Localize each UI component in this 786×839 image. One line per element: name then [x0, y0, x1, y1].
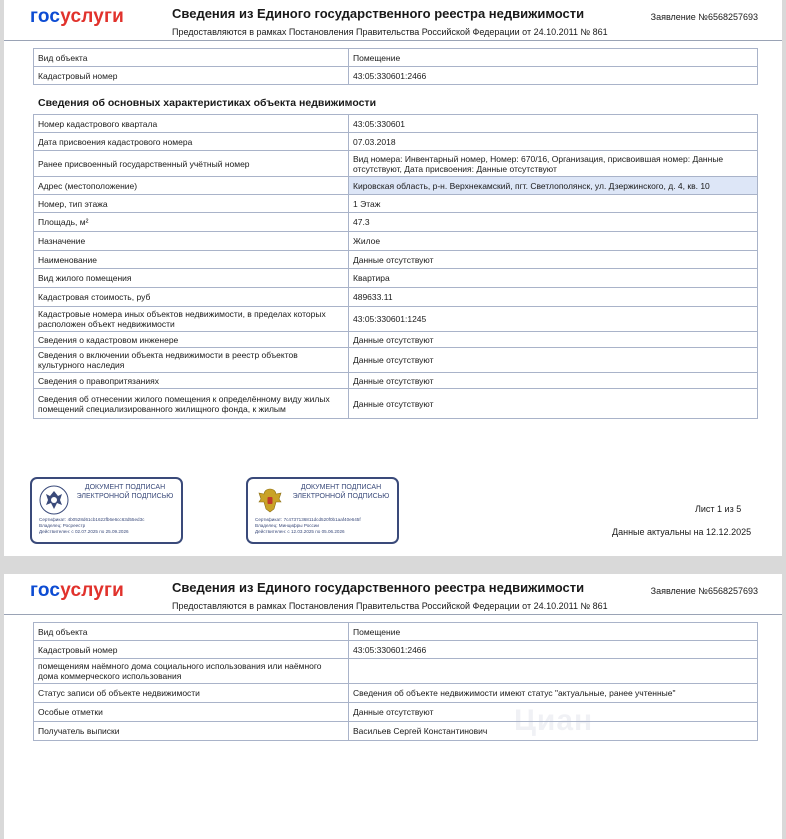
object-table	[33, 622, 758, 741]
table-row: Дата присвоения кадастрового номера 07.03.2018	[34, 133, 758, 151]
signature-stamp-rosreestr	[30, 477, 183, 544]
document-title: Сведения из Единого государственного реестра недвижимости	[172, 6, 585, 21]
table-row: Вид объекта Помещение	[34, 623, 758, 641]
watermark: Циан	[514, 704, 594, 737]
table-row: Сведения о включении объекта недвижимости в реестр объектов культурного наследия Данные отсутствуют	[34, 348, 758, 373]
stamp-title: ДОКУМЕНТ ПОДПИСАН ЭЛЕКТРОННОЙ ПОДПИСЬЮ	[292, 484, 390, 500]
header-divider	[4, 614, 782, 615]
table-row: Кадастровый номер 43:05:330601:2466	[34, 67, 758, 85]
table-row: Номер, тип этажа 1 Этаж	[34, 195, 758, 213]
object-table	[33, 48, 758, 85]
gosuslugi-logo: госуслуги	[30, 580, 125, 601]
table-row: Вид жилого помещения Квартира	[34, 269, 758, 288]
table-row: Назначение Жилое	[34, 232, 758, 251]
table-row: Сведения о кадастровом инженере Данные отсутствуют	[34, 332, 758, 348]
header-divider	[4, 40, 782, 41]
characteristics-table	[33, 114, 758, 419]
table-row: Площадь, м² 47.3	[34, 213, 758, 232]
stamp-info: Сертификат: 7c4737136811dcd520f0b1aaf40e645f Владелец: Минцифры России Действителен: с 12.03.2025 по 05.06.2026	[255, 517, 361, 534]
table-row: Ранее присвоенный государственный учётный номер Вид номера: Инвентарный номер, Номер: 670/16, Организация, присвоившая номер: Данные отсутствуют, Дата присвоения: Данные отсутствуют	[34, 151, 758, 177]
table-row: Сведения о правопритязаниях Данные отсутствуют	[34, 373, 758, 389]
signature-stamp-mintsifry	[246, 477, 399, 544]
sheet-number: Лист 1 из 5	[695, 504, 742, 514]
stamp-title: ДОКУМЕНТ ПОДПИСАН ЭЛЕКТРОННОЙ ПОДПИСЬЮ	[76, 484, 174, 500]
document-page-1	[4, 0, 782, 556]
address-value: Кировская область, р-н. Верхнекамский, пгт. Светлополянск, ул. Дзержинского, д. 4, кв. 10	[349, 177, 758, 195]
coat-of-arms-icon	[255, 485, 285, 515]
stamp-info: Сертификат: 4b0528d61cb1622fb6e6cc63d55ed3c Владелец: Росреестр Действителен: с 02.07.2025 по 25.09.2026	[39, 517, 145, 534]
application-number: Заявление №6568257693	[650, 586, 758, 596]
document-subtitle: Предоставляются в рамках Постановления Правительства Российской Федерации от 24.10.2011 № 861	[172, 27, 608, 37]
table-row: Особые отметки Данные отсутствуют	[34, 703, 758, 722]
table-row: Адрес (местоположение) Кировская область, р-н. Верхнекамский, пгт. Светлополянск, ул. Дзержинского, д. 4, кв. 10	[34, 177, 758, 195]
application-number: Заявление №6568257693	[650, 12, 758, 22]
document-title: Сведения из Единого государственного реестра недвижимости	[172, 580, 585, 595]
table-row: Сведения об отнесении жилого помещения к определённому виду жилых помещений специализированного жилищного фонда, к жилым Данные отсутствуют	[34, 389, 758, 419]
table-row: Наименование Данные отсутствуют	[34, 251, 758, 269]
gosuslugi-logo: госуслуги	[30, 6, 125, 27]
rosreestr-emblem-icon	[39, 485, 69, 515]
table-row: Кадастровый номер 43:05:330601:2466	[34, 641, 758, 659]
table-row: Кадастровая стоимость, руб 489633.11	[34, 288, 758, 307]
table-row: Получатель выписки Васильев Сергей Константинович	[34, 722, 758, 741]
table-row: Номер кадастрового квартала 43:05:330601	[34, 115, 758, 133]
table-row: Кадастровые номера иных объектов недвижимости, в пределах которых расположен объект недвижимости 43:05:330601:1245	[34, 307, 758, 332]
table-row: Статус записи об объекте недвижимости Сведения об объекте недвижимости имеют статус "актуальные, ранее учтенные"	[34, 684, 758, 703]
table-row: помещениям наёмного дома социального использования или наёмного дома коммерческого использования	[34, 659, 758, 684]
actual-date: Данные актуальны на 12.12.2025	[612, 527, 752, 537]
table-row: Вид объекта Помещение	[34, 49, 758, 67]
section-title: Сведения об основных характеристиках объекта недвижимости	[38, 97, 377, 109]
document-page-2	[4, 574, 782, 839]
document-subtitle: Предоставляются в рамках Постановления Правительства Российской Федерации от 24.10.2011 № 861	[172, 601, 608, 611]
